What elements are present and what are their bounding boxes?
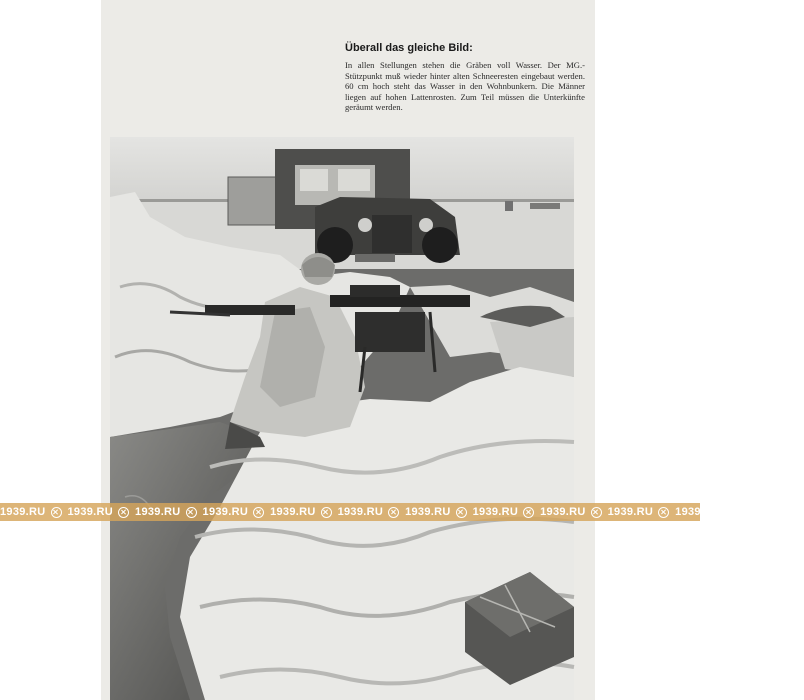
watermark-text: 1939.RU (202, 506, 249, 518)
watermark-band (0, 503, 789, 521)
watermark-text: 1939.RU (135, 506, 181, 518)
watermark-emblem-icon (591, 507, 602, 518)
watermark-text: 1939.RU (742, 506, 789, 518)
watermark-text: 1939.RU (607, 506, 654, 518)
watermark-emblem-icon (51, 507, 62, 518)
watermark-unit (405, 506, 467, 518)
watermark-emblem-icon (321, 507, 332, 518)
watermark-unit (338, 506, 400, 518)
watermark-unit (540, 506, 602, 518)
watermark-unit (675, 506, 737, 518)
watermark-emblem-icon (726, 507, 737, 518)
watermark-unit (473, 506, 535, 518)
watermark-unit (743, 506, 804, 518)
watermark-text: 1939.RU (337, 506, 384, 518)
caption-body: In allen Stellungen stehen die Gräben voll Wasser. Der MG.-Stützpunkt muß wieder hinter alten Schneeresten eingebaut werden. 60 cm hoch steht das Wasser in den Wohnbunkern. Die Männer liegen auf hohen Lattenrosten. Zum Teil müssen die Unterkünfte geräumt werden. (345, 60, 585, 113)
watermark-unit (0, 506, 62, 518)
watermark-emblem-icon (658, 507, 669, 518)
watermark-text: 1939.RU (472, 506, 519, 518)
watermark-unit (203, 506, 265, 518)
watermark-emblem-icon (793, 507, 804, 518)
watermark-emblem-icon (523, 507, 534, 518)
watermark-emblem-icon (118, 507, 129, 518)
caption-block (345, 42, 585, 113)
watermark-text: 1939.RU (0, 506, 46, 518)
watermark-text: 1939.RU (270, 506, 316, 518)
watermark-text: 1939.RU (675, 506, 721, 518)
watermark-text: 1939.RU (540, 506, 586, 518)
watermark-unit (270, 506, 332, 518)
watermark-unit (135, 506, 197, 518)
caption-title: Überall das gleiche Bild: (345, 42, 473, 54)
photograph (110, 137, 574, 700)
watermark-emblem-icon (253, 507, 264, 518)
watermark-emblem-icon (388, 507, 399, 518)
watermark-emblem-icon (456, 507, 467, 518)
watermark-unit (68, 506, 130, 518)
watermark-text: 1939.RU (67, 506, 114, 518)
watermark-unit (608, 506, 670, 518)
watermark-emblem-icon (186, 507, 197, 518)
watermark-text: 1939.RU (405, 506, 451, 518)
